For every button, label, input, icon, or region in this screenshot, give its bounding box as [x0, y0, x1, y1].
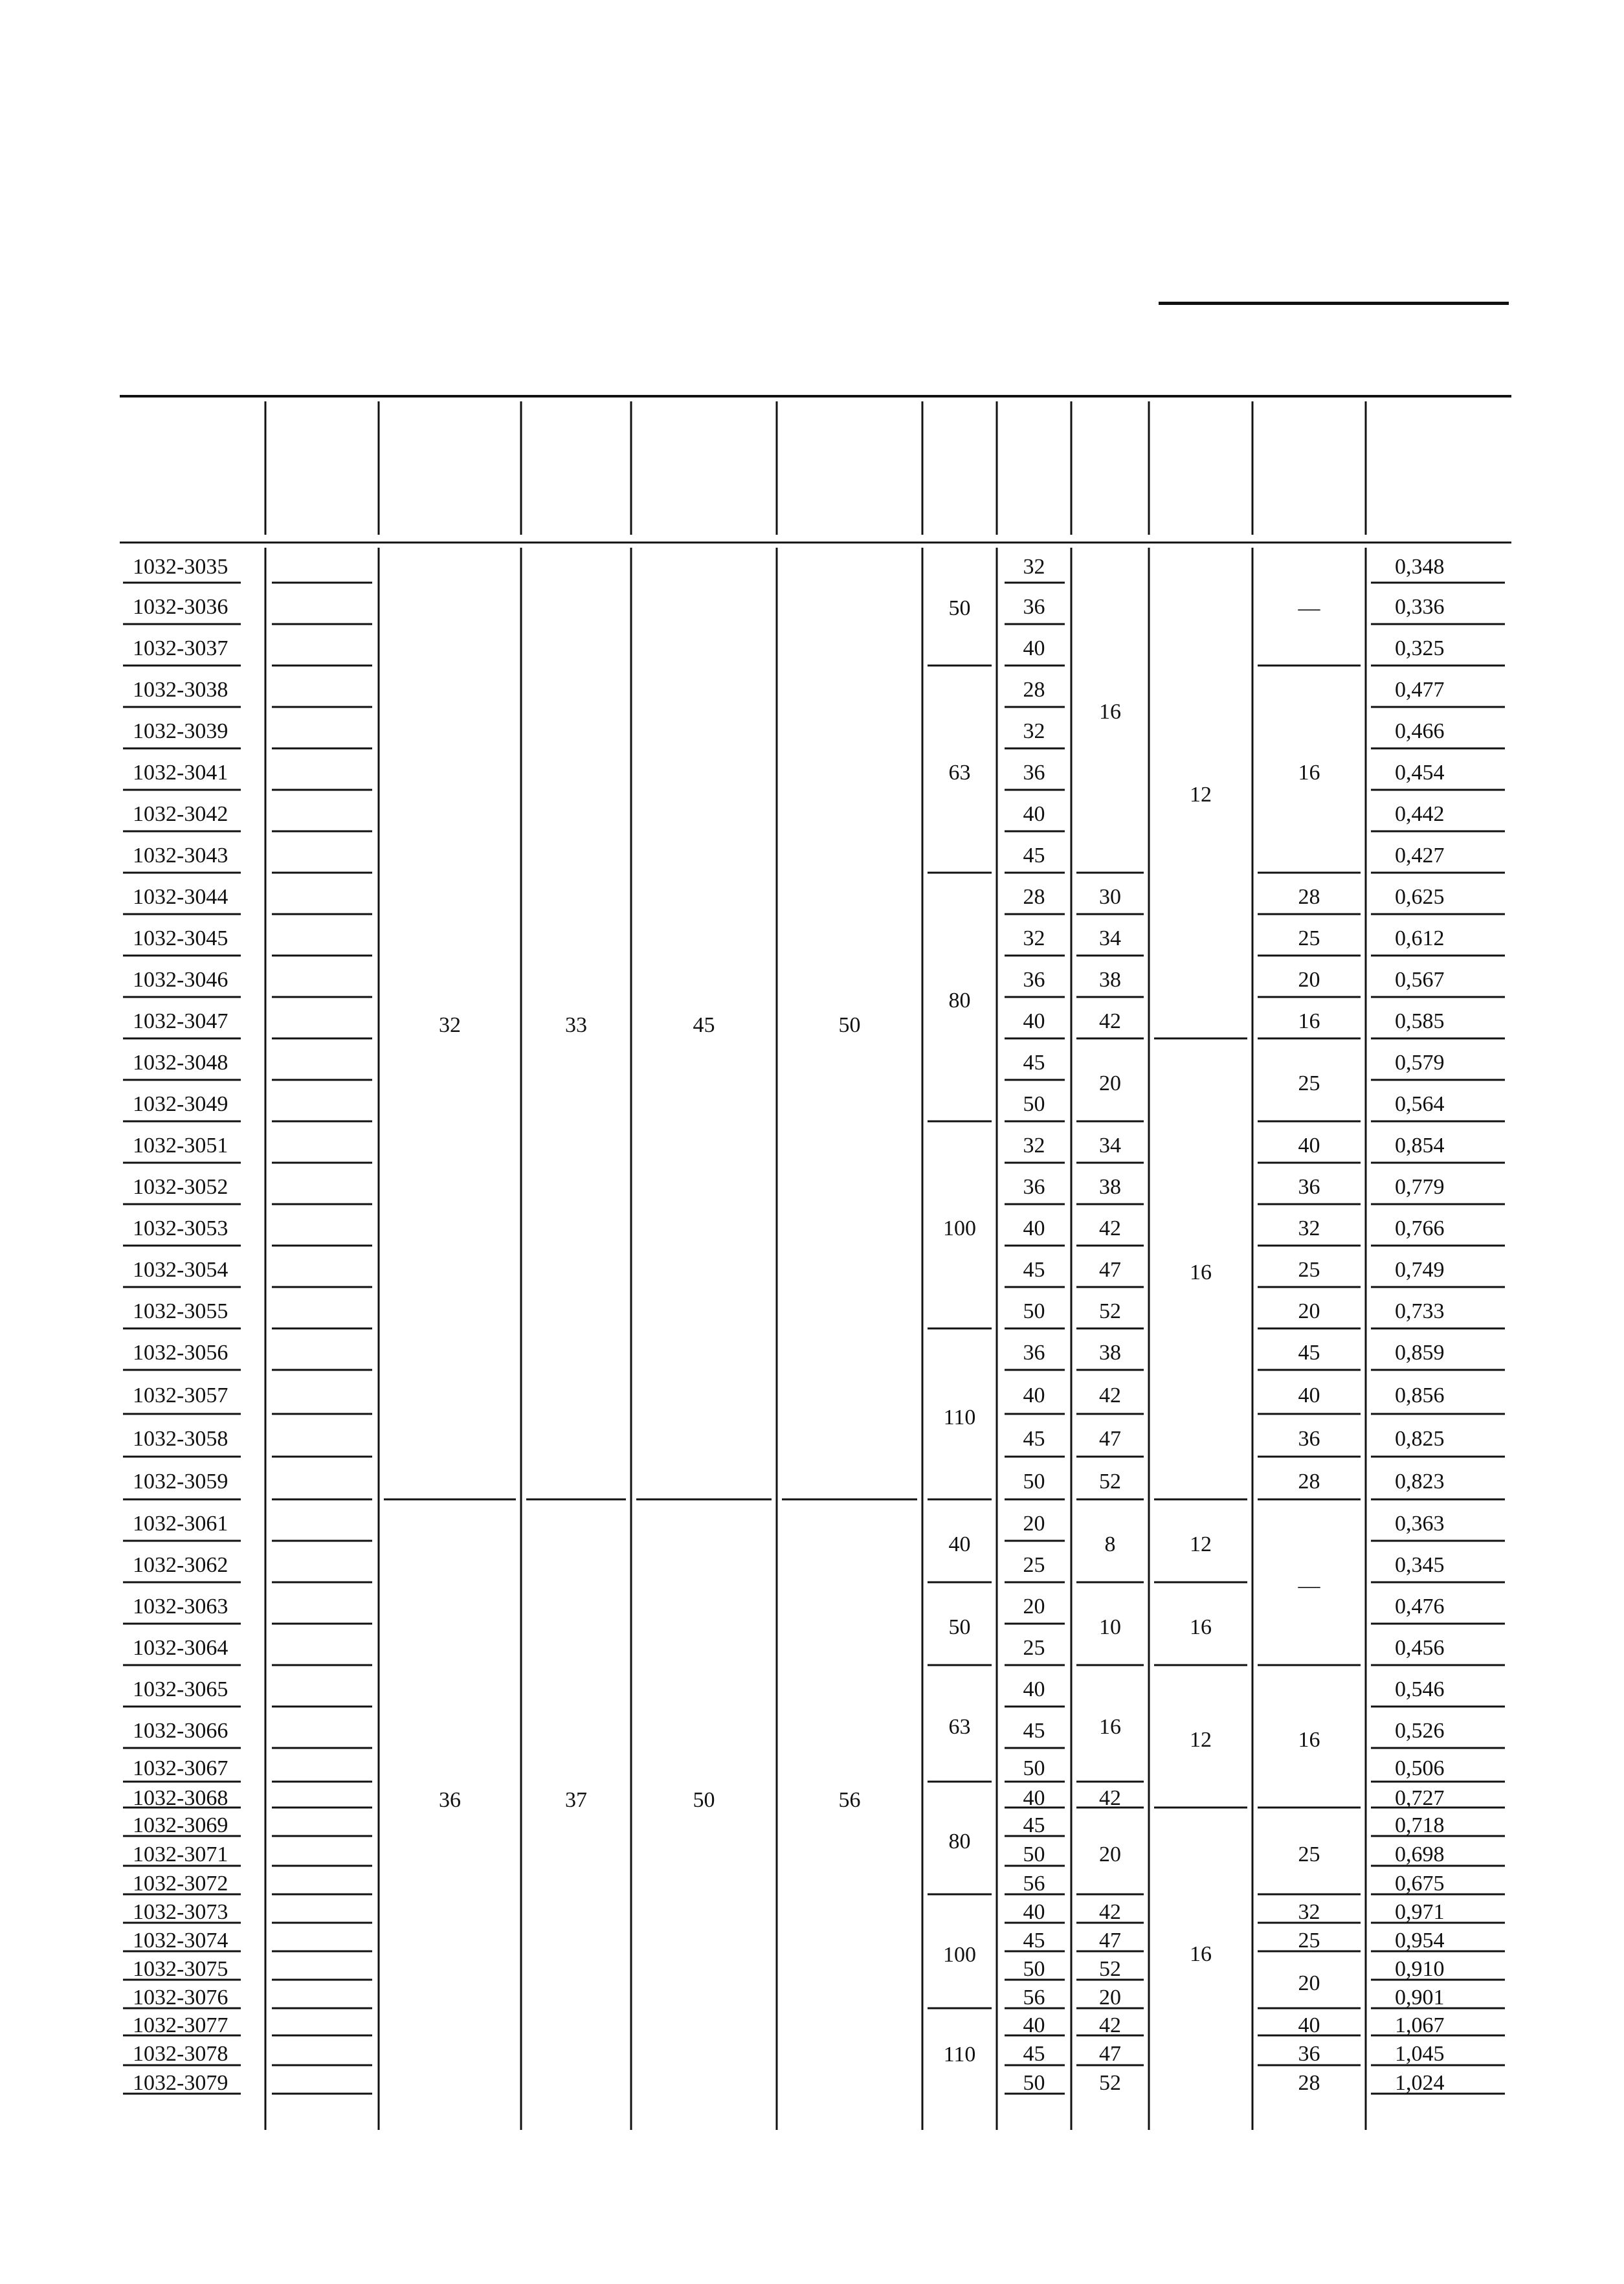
row-mass: 0,427	[1395, 844, 1445, 868]
row-designation: 1032-3044	[133, 885, 228, 909]
group-l1-value: 52	[1099, 1957, 1121, 1981]
row-mass: 0,625	[1395, 885, 1445, 909]
row-mass: 0,546	[1395, 1677, 1445, 1701]
row-designation: 1032-3045	[133, 926, 228, 950]
group-d-value: 36	[439, 1788, 461, 1812]
row-l-value: 40	[1023, 802, 1045, 826]
row-mass: 0,971	[1395, 1900, 1445, 1924]
row-designation: 1032-3072	[133, 1872, 228, 1896]
row-designation: 1032-3043	[133, 844, 228, 868]
group-l1-value: 42	[1099, 1009, 1121, 1033]
group-l3-value: 16	[1298, 1009, 1320, 1033]
row-l-value: 40	[1023, 1677, 1045, 1701]
row-l-value: 36	[1023, 595, 1045, 619]
row-l-value: 45	[1023, 844, 1045, 868]
group-l1-value: 34	[1099, 1134, 1121, 1158]
row-l-value: 50	[1023, 1470, 1045, 1494]
row-mass: 0,348	[1395, 555, 1445, 579]
group-l3-value: 20	[1298, 968, 1320, 992]
row-l-value: 40	[1023, 1009, 1045, 1033]
group-l1-value: 38	[1099, 1175, 1121, 1199]
row-designation: 1032-3074	[133, 1929, 228, 1953]
group-D1-value: 50	[838, 1013, 861, 1037]
group-l1-value: 42	[1099, 2013, 1121, 2037]
group-L-value: 80	[948, 989, 971, 1013]
group-L-value: 63	[948, 761, 971, 785]
row-l-value: 45	[1023, 1051, 1045, 1075]
row-mass: 0,823	[1395, 1470, 1445, 1494]
row-designation: 1032-3046	[133, 968, 228, 992]
row-mass: 0,733	[1395, 1299, 1445, 1323]
group-l1-value: 42	[1099, 1383, 1121, 1407]
group-l3-value: 28	[1298, 2071, 1320, 2095]
row-l-value: 45	[1023, 1719, 1045, 1743]
row-designation: 1032-3073	[133, 1900, 228, 1924]
group-l1-value: 34	[1099, 926, 1121, 950]
row-l-value: 36	[1023, 761, 1045, 785]
group-d-value: 32	[439, 1013, 461, 1037]
group-l1-value: 42	[1099, 1900, 1121, 1924]
group-l3-value: 28	[1298, 1470, 1320, 1494]
row-l-value: 32	[1023, 926, 1045, 950]
group-l3-value: 20	[1298, 1299, 1320, 1323]
row-mass: 0,749	[1395, 1258, 1445, 1282]
row-mass: 1,067	[1395, 2013, 1445, 2037]
group-l3-value: 36	[1298, 1427, 1320, 1451]
group-l2-value: 16	[1190, 1942, 1212, 1966]
row-designation: 1032-3076	[133, 1986, 228, 2010]
group-l2-value: 16	[1190, 1260, 1212, 1284]
row-designation: 1032-3061	[133, 1512, 228, 1536]
row-l-value: 40	[1023, 1900, 1045, 1924]
row-l-value: 25	[1023, 1636, 1045, 1660]
row-designation: 1032-3069	[133, 1813, 228, 1837]
row-mass: 0,579	[1395, 1051, 1445, 1075]
row-l-value: 32	[1023, 1134, 1045, 1158]
group-l3-value: 36	[1298, 1175, 1320, 1199]
row-mass: 0,856	[1395, 1383, 1445, 1407]
row-l-value: 50	[1023, 1756, 1045, 1780]
group-l3-value: 25	[1298, 1258, 1320, 1282]
row-mass: 0,526	[1395, 1719, 1445, 1743]
row-l-value: 40	[1023, 1786, 1045, 1810]
row-l-value: 40	[1023, 1383, 1045, 1407]
group-l1-value: 47	[1099, 1929, 1121, 1953]
row-mass: 0,345	[1395, 1553, 1445, 1577]
row-l-value: 32	[1023, 719, 1045, 743]
row-l-value: 25	[1023, 1553, 1045, 1577]
row-l-value: 32	[1023, 555, 1045, 579]
group-l1-value: 20	[1099, 1071, 1121, 1095]
row-designation: 1032-3077	[133, 2013, 228, 2037]
row-designation: 1032-3078	[133, 2042, 228, 2066]
row-designation: 1032-3064	[133, 1636, 228, 1660]
group-d1-value: 33	[565, 1013, 587, 1037]
row-mass: 0,698	[1395, 1842, 1445, 1866]
group-l1-value: 10	[1099, 1615, 1121, 1639]
group-l1-value: 20	[1099, 1986, 1121, 2010]
group-l3-value: 25	[1298, 1842, 1320, 1866]
group-l1-value: 30	[1099, 885, 1121, 909]
row-mass: 0,779	[1395, 1175, 1445, 1199]
group-l2-value: 12	[1190, 1728, 1212, 1752]
group-l1-value: 38	[1099, 1341, 1121, 1365]
row-mass: 1,024	[1395, 2071, 1445, 2095]
group-D-value: 45	[693, 1013, 715, 1037]
row-designation: 1032-3065	[133, 1677, 228, 1701]
row-designation: 1032-3035	[133, 555, 228, 579]
row-mass: 0,585	[1395, 1009, 1445, 1033]
row-designation: 1032-3052	[133, 1175, 228, 1199]
row-mass: 0,456	[1395, 1636, 1445, 1660]
group-l3-value: 45	[1298, 1341, 1320, 1365]
row-designation: 1032-3055	[133, 1299, 228, 1323]
group-l1-value: 47	[1099, 2042, 1121, 2066]
group-l1-value: 16	[1099, 1715, 1121, 1739]
row-designation: 1032-3053	[133, 1216, 228, 1240]
row-designation: 1032-3037	[133, 636, 228, 660]
group-L-value: 110	[943, 1405, 976, 1429]
group-L-value: 80	[948, 1830, 971, 1853]
group-L-value: 50	[948, 1615, 971, 1639]
row-l-value: 50	[1023, 2071, 1045, 2095]
group-L-value: 100	[943, 1216, 976, 1240]
group-l3-value: 36	[1298, 2042, 1320, 2066]
group-l1-value: 52	[1099, 1299, 1121, 1323]
row-mass: 0,325	[1395, 636, 1445, 660]
group-D1-value: 56	[838, 1788, 861, 1812]
group-l3-value: 40	[1298, 2013, 1320, 2037]
row-mass: 0,727	[1395, 1786, 1445, 1810]
row-l-value: 20	[1023, 1512, 1045, 1536]
row-designation: 1032-3057	[133, 1383, 228, 1407]
group-l3-value: 28	[1298, 885, 1320, 909]
row-mass: 0,718	[1395, 1813, 1445, 1837]
row-mass: 0,825	[1395, 1427, 1445, 1451]
group-l1-value: 20	[1099, 1842, 1121, 1866]
group-d1-value: 37	[565, 1788, 587, 1812]
group-l3-value: 40	[1298, 1383, 1320, 1407]
row-designation: 1032-3042	[133, 802, 228, 826]
row-designation: 1032-3068	[133, 1786, 228, 1810]
row-l-value: 45	[1023, 2042, 1045, 2066]
row-mass: 0,336	[1395, 595, 1445, 619]
row-l-value: 56	[1023, 1872, 1045, 1896]
row-l-value: 40	[1023, 2013, 1045, 2037]
group-l3-value: 25	[1298, 1929, 1320, 1953]
row-designation: 1032-3047	[133, 1009, 228, 1033]
group-l1-value: 8	[1104, 1532, 1116, 1556]
group-l1-value: 47	[1099, 1427, 1121, 1451]
row-designation: 1032-3051	[133, 1134, 228, 1158]
row-designation: 1032-3062	[133, 1553, 228, 1577]
group-l3-value: 16	[1298, 761, 1320, 785]
row-mass: 0,476	[1395, 1595, 1445, 1618]
row-l-value: 50	[1023, 1092, 1045, 1116]
row-l-value: 36	[1023, 968, 1045, 992]
group-l3-value: 25	[1298, 926, 1320, 950]
row-l-value: 36	[1023, 1175, 1045, 1199]
group-l3-value: 16	[1298, 1728, 1320, 1752]
row-designation: 1032-3079	[133, 2071, 228, 2095]
row-mass: 0,854	[1395, 1134, 1445, 1158]
row-l-value: 45	[1023, 1427, 1045, 1451]
row-designation: 1032-3075	[133, 1957, 228, 1981]
group-l1-value: 16	[1099, 700, 1121, 724]
row-mass: 0,910	[1395, 1957, 1445, 1981]
group-l3-value: 20	[1298, 1971, 1320, 1995]
row-l-value: 20	[1023, 1595, 1045, 1618]
group-l3-value: —	[1298, 596, 1320, 620]
row-designation: 1032-3049	[133, 1092, 228, 1116]
row-designation: 1032-3063	[133, 1595, 228, 1618]
row-designation: 1032-3058	[133, 1427, 228, 1451]
row-l-value: 36	[1023, 1341, 1045, 1365]
row-designation: 1032-3056	[133, 1341, 228, 1365]
group-L-value: 50	[948, 596, 971, 620]
row-designation: 1032-3041	[133, 761, 228, 785]
group-l1-value: 42	[1099, 1216, 1121, 1240]
row-l-value: 50	[1023, 1299, 1045, 1323]
group-l1-value: 47	[1099, 1258, 1121, 1282]
row-designation: 1032-3066	[133, 1719, 228, 1743]
row-l-value: 50	[1023, 1842, 1045, 1866]
row-l-value: 40	[1023, 636, 1045, 660]
row-designation: 1032-3054	[133, 1258, 228, 1282]
row-mass: 0,766	[1395, 1216, 1445, 1240]
group-l3-value: 32	[1298, 1900, 1320, 1924]
row-mass: 0,477	[1395, 678, 1445, 702]
group-l1-value: 42	[1099, 1786, 1121, 1810]
row-mass: 0,675	[1395, 1872, 1445, 1896]
row-mass: 0,901	[1395, 1986, 1445, 2010]
group-l3-value: —	[1298, 1574, 1320, 1598]
group-l3-value: 25	[1298, 1071, 1320, 1095]
group-l2-value: 12	[1190, 1532, 1212, 1556]
row-mass: 1,045	[1395, 2042, 1445, 2066]
row-mass: 0,564	[1395, 1092, 1445, 1116]
row-designation: 1032-3071	[133, 1842, 228, 1866]
row-mass: 0,612	[1395, 926, 1445, 950]
group-L-value: 63	[948, 1715, 971, 1739]
group-l1-value: 52	[1099, 2071, 1121, 2095]
group-l2-value: 12	[1190, 783, 1212, 807]
group-l2-value: 16	[1190, 1615, 1212, 1639]
row-mass: 0,506	[1395, 1756, 1445, 1780]
group-l3-value: 32	[1298, 1216, 1320, 1240]
row-mass: 0,454	[1395, 761, 1445, 785]
group-l3-value: 40	[1298, 1134, 1320, 1158]
group-l1-value: 38	[1099, 968, 1121, 992]
row-l-value: 40	[1023, 1216, 1045, 1240]
row-l-value: 45	[1023, 1929, 1045, 1953]
row-mass: 0,567	[1395, 968, 1445, 992]
row-designation: 1032-3067	[133, 1756, 228, 1780]
row-mass: 0,363	[1395, 1512, 1445, 1536]
row-mass: 0,954	[1395, 1929, 1445, 1953]
row-l-value: 56	[1023, 1986, 1045, 2010]
row-mass: 0,859	[1395, 1341, 1445, 1365]
row-designation: 1032-3038	[133, 678, 228, 702]
row-designation: 1032-3036	[133, 595, 228, 619]
row-designation: 1032-3048	[133, 1051, 228, 1075]
row-l-value: 45	[1023, 1813, 1045, 1837]
row-l-value: 28	[1023, 885, 1045, 909]
row-designation: 1032-3039	[133, 719, 228, 743]
group-D-value: 50	[693, 1788, 715, 1812]
row-mass: 0,466	[1395, 719, 1445, 743]
row-mass: 0,442	[1395, 802, 1445, 826]
row-l-value: 28	[1023, 678, 1045, 702]
group-L-value: 100	[943, 1943, 976, 1967]
group-L-value: 110	[943, 2043, 976, 2066]
group-l1-value: 52	[1099, 1470, 1121, 1494]
row-l-value: 45	[1023, 1258, 1045, 1282]
row-designation: 1032-3059	[133, 1470, 228, 1494]
group-L-value: 40	[948, 1532, 971, 1556]
row-l-value: 50	[1023, 1957, 1045, 1981]
